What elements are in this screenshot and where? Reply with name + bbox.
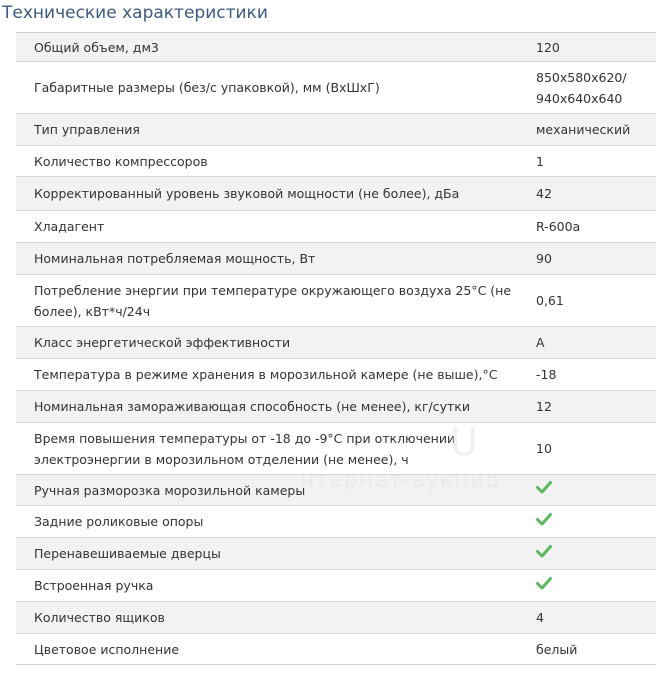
- spec-value: 1: [536, 153, 544, 169]
- spec-row: [16, 327, 656, 359]
- spec-label: Потребление энергии при температуре окружающего воздуха 25°С (не более), кВт*ч/24ч: [34, 282, 512, 319]
- spec-value: белый: [536, 641, 578, 657]
- spec-label: Номинальная замораживающая способность (не менее), кг/сутки: [34, 399, 470, 414]
- check-icon: [536, 543, 552, 559]
- spec-row: [16, 423, 656, 475]
- spec-label: Встроенная ручка: [34, 578, 154, 593]
- spec-label: Габаритные размеры (без/с упаковкой), мм (ВхШхГ): [34, 80, 380, 95]
- spec-label: Класс энергетической эффективности: [34, 335, 291, 350]
- spec-row: [16, 275, 656, 327]
- spec-label: Перенавешиваемые дверцы: [34, 546, 221, 561]
- spec-value: 0,61: [536, 293, 564, 308]
- check-icon: [536, 511, 552, 527]
- spec-value: [516, 479, 656, 501]
- section-title: Технические характеристики: [2, 3, 268, 23]
- spec-label: Номинальная потребляемая мощность, Вт: [34, 251, 316, 266]
- spec-row: [16, 570, 656, 602]
- spec-value: 10: [536, 441, 552, 456]
- spec-value: 42: [536, 186, 552, 201]
- spec-label: Время повышения температуры от -18 до -9°С при отключении электроэнергии в морозильном отделении (не менее), ч: [34, 430, 456, 467]
- spec-value: 12: [536, 399, 552, 414]
- spec-label: Тип управления: [34, 122, 140, 137]
- specs-table: [16, 32, 656, 665]
- spec-row: [16, 114, 656, 146]
- spec-value: A: [536, 335, 545, 350]
- spec-value: 120: [536, 39, 560, 55]
- spec-label: Задние роликовые опоры: [34, 514, 204, 529]
- spec-row: [16, 243, 656, 275]
- spec-value: [516, 575, 656, 597]
- spec-row: [16, 211, 656, 243]
- spec-row: [16, 634, 656, 665]
- spec-value: -18: [536, 367, 557, 382]
- spec-row: [16, 146, 656, 177]
- spec-value: механический: [536, 122, 631, 137]
- spec-label: Корректированный уровень звуковой мощности (не более), дБа: [34, 186, 460, 201]
- spec-value: [516, 511, 656, 533]
- spec-row: [16, 475, 656, 506]
- check-icon: [536, 575, 552, 591]
- spec-row: [16, 538, 656, 570]
- spec-label: Количество ящиков: [34, 610, 165, 625]
- spec-value: R-600a: [536, 219, 581, 234]
- spec-value: 90: [536, 251, 552, 266]
- spec-label: Цветовое исполнение: [34, 641, 180, 657]
- watermark-line-1: U: [450, 420, 480, 464]
- spec-row: [16, 391, 656, 423]
- spec-row: [16, 62, 656, 114]
- spec-row: [16, 602, 656, 634]
- spec-row: [16, 359, 656, 391]
- spec-label: Общий объем, дм3: [34, 39, 159, 55]
- spec-value: 850x580x620/ 940x640x640: [536, 69, 627, 106]
- spec-row: [16, 177, 656, 211]
- spec-value: [516, 543, 656, 565]
- spec-row: [16, 506, 656, 538]
- spec-value: 4: [536, 610, 544, 625]
- spec-row: [16, 33, 656, 62]
- check-icon: [536, 479, 552, 495]
- spec-label: Ручная разморозка морозильной камеры: [34, 482, 306, 498]
- spec-label: Количество компрессоров: [34, 153, 208, 169]
- spec-label: Температура в режиме хранения в морозильной камере (не выше),°С: [34, 367, 498, 382]
- spec-label: Хладагент: [34, 219, 105, 234]
- watermark-line-2: нтернет-аукцио: [300, 468, 500, 493]
